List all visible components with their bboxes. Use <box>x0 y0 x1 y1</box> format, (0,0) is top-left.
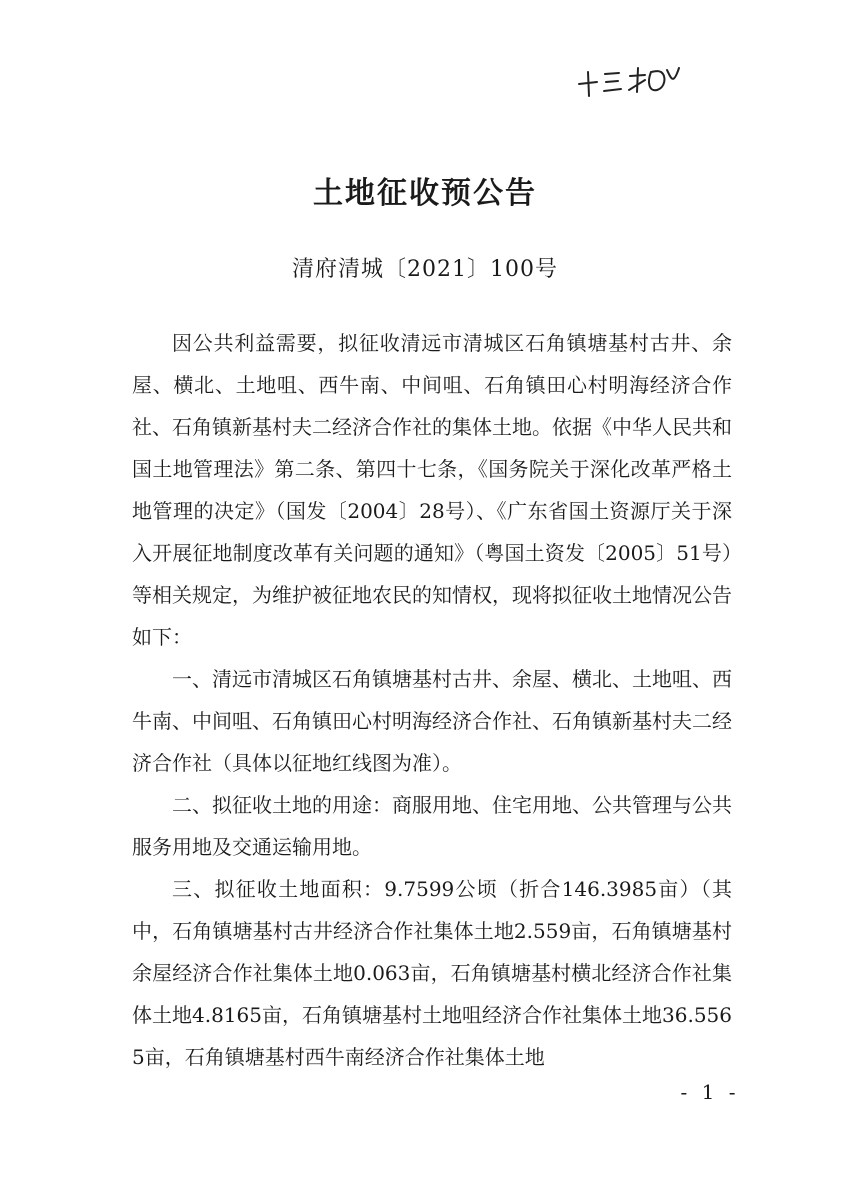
document-body <box>132 322 732 1078</box>
document-number: 清府清城〔2021〕100号 <box>292 257 558 282</box>
page-number: - 1 - <box>680 1080 740 1104</box>
paragraph-item-3: 三、拟征收土地面积：9.7599公顷（折合146.3985亩）（其中，石角镇塘基村古井经济合作社集体土地2.559亩，石角镇塘基村余屋经济合作社集体土地0.063亩，石角镇塘基村横北经济合作社集体土地4.8165亩，石角镇塘基村土地咀经济合作社集体土地36.5565亩，石角镇塘基村西牛南经济合作社集体土地 <box>132 877 732 1069</box>
paragraph-item-2: 二、拟征收土地的用途：商服用地、住宅用地、公共管理与公共服务用地及交通运输用地。 <box>132 793 732 859</box>
document-title: 土地征收预公告 <box>313 176 537 211</box>
handwritten-note <box>575 62 685 102</box>
paragraph-intro: 因公共利益需要，拟征收清远市清城区石角镇塘基村古井、余屋、横北、土地咀、西牛南、中间咀、石角镇田心村明海经济合作社、石角镇新基村夫二经济合作社的集体土地。依据《中华人民共和国土地管理法》第二条、第四十七条，《国务院关于深化改革严格土地管理的决定》（国发〔2004〕28号）、《广东省国土资源厅关于深入开展征地制度改革有关问题的通知》（粤国土资发〔2005〕51号）等相关规定，为维护被征地农民的知情权，现将拟征收土地情况公告如下： <box>132 331 732 649</box>
paragraph-item-1: 一、清远市清城区石角镇塘基村古井、余屋、横北、土地咀、西牛南、中间咀、石角镇田心村明海经济合作社、石角镇新基村夫二经济合作社（具体以征地红线图为准）。 <box>132 667 732 775</box>
handwritten-note-mark <box>575 62 685 102</box>
